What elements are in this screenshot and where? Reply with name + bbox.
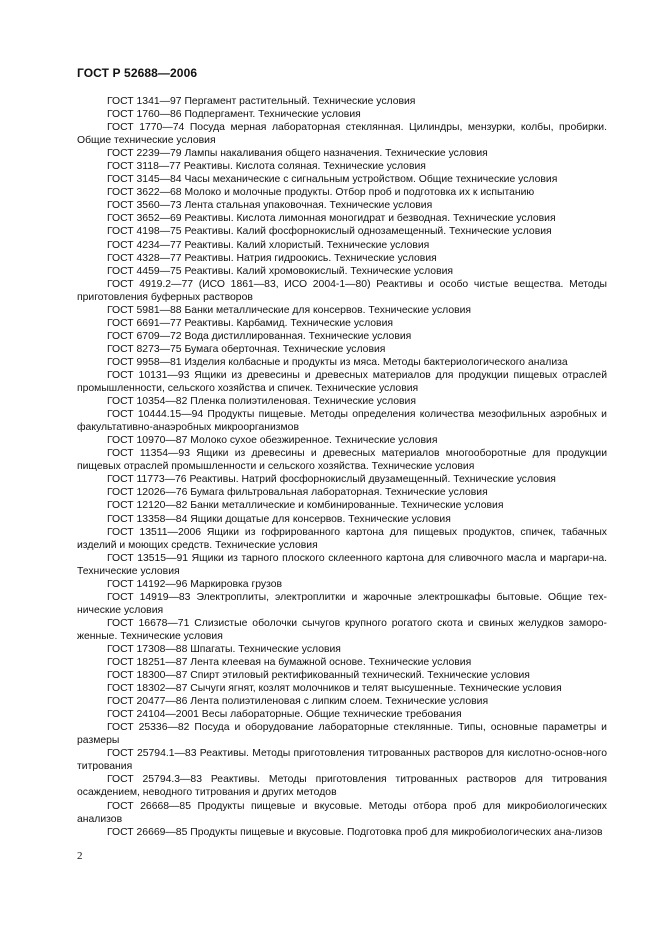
page-number: 2 [77, 850, 83, 862]
reference-item: ГОСТ 20477—86 Лента полиэтиленовая с липким слоем. Технические условия [107, 696, 489, 708]
reference-item: ГОСТ 24104—2001 Весы лабораторные. Общие технические требования [107, 709, 462, 721]
reference-item: ГОСТ 9958—81 Изделия колбасные и продукты из мяса. Методы бактериологического анализа [107, 356, 568, 368]
document-header: ГОСТ Р 52688—2006 [77, 66, 198, 80]
reference-item: ГОСТ 18302—87 Сычуги ягнят, козлят молочников и телят высушенные. Технические условия [107, 683, 562, 695]
reference-item: ГОСТ 25794.1—83 Реактивы. Методы приготовления титрованных растворов для кислотно-основ-ного титрования [77, 748, 607, 773]
reference-item: ГОСТ 14919—83 Электроплиты, электроплитки и жарочные электрошкафы бытовые. Общие тех-нические условия [77, 591, 607, 616]
reference-item: ГОСТ 1341—97 Пергамент растительный. Технические условия [107, 96, 416, 107]
reference-item: ГОСТ 4328—77 Реактивы. Натрия гидроокись. Технические условия [107, 252, 437, 264]
reference-item: ГОСТ 3652—69 Реактивы. Кислота лимонная моногидрат и безводная. Технические условия [107, 213, 556, 225]
reference-item: ГОСТ 4234—77 Реактивы. Калий хлористый. Технические условия [107, 239, 430, 251]
reference-item: ГОСТ 6691—77 Реактивы. Карбамид. Технические условия [107, 317, 394, 329]
reference-item: ГОСТ 3622—68 Молоко и молочные продукты. Отбор проб и подготовка их к испытанию [107, 187, 535, 199]
reference-item: ГОСТ 18300—87 Спирт этиловый ректификованный технический. Технические условия [107, 670, 530, 682]
reference-item: ГОСТ 11354—93 Ящики из древесины и древесных материалов многооборотные для продукции пищевых отраслей промышленности и сельского хозяйства. Технические условия [77, 448, 607, 473]
reference-item: ГОСТ 14192—96 Маркировка грузов [107, 578, 283, 590]
reference-item: ГОСТ 5981—88 Банки металлические для консервов. Технические условия [107, 304, 472, 316]
reference-item: ГОСТ 2239—79 Лампы накаливания общего назначения. Технические условия [107, 148, 488, 160]
reference-item: ГОСТ 12120—82 Банки металлические и комбинированные. Технические условия [107, 500, 504, 512]
reference-item: ГОСТ 10354—82 Пленка полиэтиленовая. Технические условия [107, 396, 416, 408]
reference-item: ГОСТ 16678—71 Слизистые оболочки сычугов крупного рогатого скота и свиных желудков заморо-женные. Технические условия [77, 617, 607, 642]
reference-item: ГОСТ 13515—91 Ящики из тарного плоского склеенного картона для сливочного масла и маргари-на. Технические условия [77, 552, 607, 577]
reference-item: ГОСТ 13511—2006 Ящики из гофрированного картона для пищевых продуктов, спичек, табачных изделий и моющих средств. Технические условия [77, 526, 607, 551]
reference-item: ГОСТ 10444.15—94 Продукты пищевые. Методы определения количества мезофильных аэробных и факультативно-анаэробных микроорганизмов [77, 409, 607, 434]
reference-item: ГОСТ 13358—84 Ящики дощатые для консервов. Технические условия [107, 513, 451, 525]
reference-item: ГОСТ 25794.3—83 Реактивы. Методы приготовления титрованных растворов для титрования осаждением, неводного титрования и других методов [77, 774, 607, 799]
reference-item: ГОСТ 3118—77 Реактивы. Кислота соляная. Технические условия [107, 161, 426, 173]
reference-item: ГОСТ 17308—88 Шпагаты. Технические условия [107, 643, 341, 655]
reference-item: ГОСТ 1770—74 Посуда мерная лабораторная стеклянная. Цилиндры, мензурки, колбы, пробирки. Общие технические условия [77, 122, 607, 147]
reference-item: ГОСТ 3145—84 Часы механические с сигнальным устройством. Общие технические условия [107, 174, 558, 186]
reference-item: ГОСТ 12026—76 Бумага фильтровальная лабораторная. Технические условия [107, 487, 488, 499]
reference-item: ГОСТ 11773—76 Реактивы. Натрий фосфорнокислый двузамещенный. Технические условия [107, 474, 556, 486]
normative-references-list [77, 95, 607, 839]
reference-item: ГОСТ 1760—86 Подпергамент. Технические условия [107, 109, 361, 121]
reference-item: ГОСТ 3560—73 Лента стальная упаковочная. Технические условия [107, 200, 433, 212]
reference-item: ГОСТ 8273—75 Бумага оберточная. Технические условия [107, 343, 386, 355]
reference-item: ГОСТ 10970—87 Молоко сухое обезжиренное. Технические условия [107, 435, 438, 447]
reference-item: ГОСТ 4198—75 Реактивы. Калий фосфорнокислый однозамещенный. Технические условия [107, 226, 552, 238]
reference-item: ГОСТ 10131—93 Ящики из древесины и древесных материалов для продукции пищевых отраслей промышленности, сельского хозяйства и спичек. Технические условия [77, 369, 607, 395]
reference-item: ГОСТ 6709—72 Вода дистиллированная. Технические условия [107, 330, 412, 342]
reference-item: ГОСТ 26669—85 Продукты пищевые и вкусовые. Подготовка проб для микробиологических ана-лизов [107, 826, 603, 838]
reference-item: ГОСТ 4919.2—77 (ИСО 1861—83, ИСО 2004-1—80) Реактивы и особо чистые вещества. Методы приготовления буферных растворов [77, 278, 607, 303]
reference-item: ГОСТ 18251—87 Лента клеевая на бумажной основе. Технические условия [107, 657, 472, 669]
reference-item: ГОСТ 4459—75 Реактивы. Калий хромовокислый. Технические условия [107, 265, 454, 277]
reference-item: ГОСТ 26668—85 Продукты пищевые и вкусовые. Методы отбора проб для микробиологических анализов [77, 800, 607, 825]
reference-item: ГОСТ 25336—82 Посуда и оборудование лабораторные стеклянные. Типы, основные параметры и размеры [77, 722, 607, 747]
